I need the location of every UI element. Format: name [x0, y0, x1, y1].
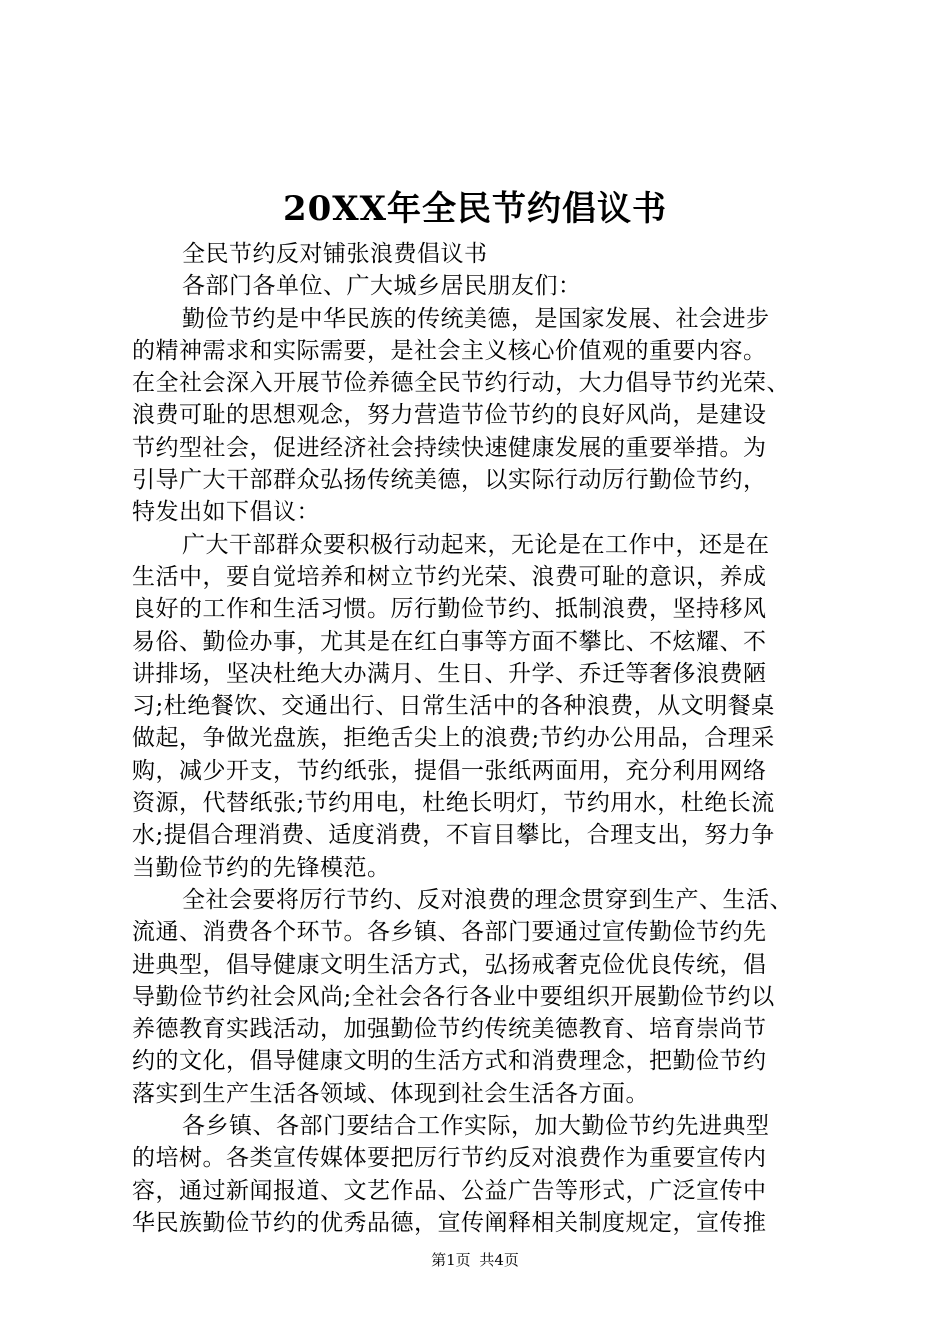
text-line: 导勤俭节约社会风尚;全社会各行各业中要组织开展勤俭节约以 — [132, 983, 775, 1010]
text-line: 特发出如下倡议： — [132, 499, 320, 526]
text-line: 引导广大干部群众弘扬传统美德，以实际行动厉行勤俭节约， — [132, 467, 767, 494]
text-line: 水;提倡合理消费、适度消费，不盲目攀比，合理支出，努力争 — [132, 822, 775, 849]
text-line: 节约型社会，促进经济社会持续快速健康发展的重要举措。为 — [132, 434, 767, 461]
text-line: 讲排场，坚决杜绝大办满月、生日、升学、乔迁等奢侈浪费陋 — [132, 660, 767, 687]
text-line: 勤俭节约是中华民族的传统美德，是国家发展、社会进步 — [182, 305, 770, 332]
text-line: 进典型，倡导健康文明生活方式，弘扬戒奢克俭优良传统，倡 — [132, 951, 767, 978]
page-number: 第1页 — [431, 1251, 471, 1269]
text-line: 全民节约反对铺张浪费倡议书 — [182, 241, 488, 267]
text-line: 生活中，要自觉培养和树立节约光荣、浪费可耻的意识，养成 — [132, 563, 767, 590]
text-line: 资源，代替纸张;节约用电，杜绝长明灯，节约用水，杜绝长流 — [132, 790, 775, 817]
text-line: 的精神需求和实际需要，是社会主义核心价值观的重要内容。 — [132, 337, 767, 364]
text-line: 当勤俭节约的先锋模范。 — [132, 854, 391, 881]
text-line: 良好的工作和生活习惯。厉行勤俭节约、抵制浪费，坚持移风 — [132, 596, 767, 623]
text-line: 易俗、勤俭办事，尤其是在红白事等方面不攀比、不炫耀、不 — [132, 628, 767, 655]
text-line: 养德教育实践活动，加强勤俭节约传统美德教育、培育崇尚节 — [132, 1016, 767, 1043]
text-line: 购，减少开支，节约纸张，提倡一张纸两面用，充分利用网络 — [132, 757, 767, 784]
text-line: 华民族勤俭节约的优秀品德，宣传阐释相关制度规定，宣传推 — [132, 1209, 767, 1236]
text-line: 习;杜绝餐饮、交通出行、日常生活中的各种浪费，从文明餐桌 — [132, 693, 775, 720]
text-line: 容，通过新闻报道、文艺作品、公益广告等形式，广泛宣传中 — [132, 1177, 767, 1204]
text-line: 做起，争做光盘族，拒绝舌尖上的浪费;节约办公用品，合理采 — [132, 725, 775, 752]
document-title: 20XX年全民节约倡议书 — [282, 189, 668, 229]
text-line: 全社会要将厉行节约、反对浪费的理念贯穿到生产、生活、 — [182, 886, 793, 913]
text-line: 流通、消费各个环节。各乡镇、各部门要通过宣传勤俭节约先 — [132, 919, 767, 946]
text-line: 浪费可耻的思想观念，努力营造节俭节约的良好风尚，是建设 — [132, 402, 767, 429]
text-line: 在全社会深入开展节俭养德全民节约行动，大力倡导节约光荣、 — [132, 370, 790, 397]
text-line: 约的文化，倡导健康文明的生活方式和消费理念，把勤俭节约 — [132, 1048, 767, 1075]
page-footer — [0, 1250, 950, 1270]
text-line: 的培树。各类宣传媒体要把厉行节约反对浪费作为重要宣传内 — [132, 1145, 767, 1172]
text-line: 各乡镇、各部门要结合工作实际，加大勤俭节约先进典型 — [182, 1113, 770, 1140]
text-line: 广大干部群众要积极行动起来，无论是在工作中，还是在 — [182, 531, 770, 558]
page-total: 共4页 — [479, 1251, 519, 1269]
text-line: 各部门各单位、广大城乡居民朋友们： — [182, 273, 582, 300]
text-line: 落实到生产生活各领域、体现到社会生活各方面。 — [132, 1080, 649, 1107]
document-body — [132, 238, 832, 1239]
